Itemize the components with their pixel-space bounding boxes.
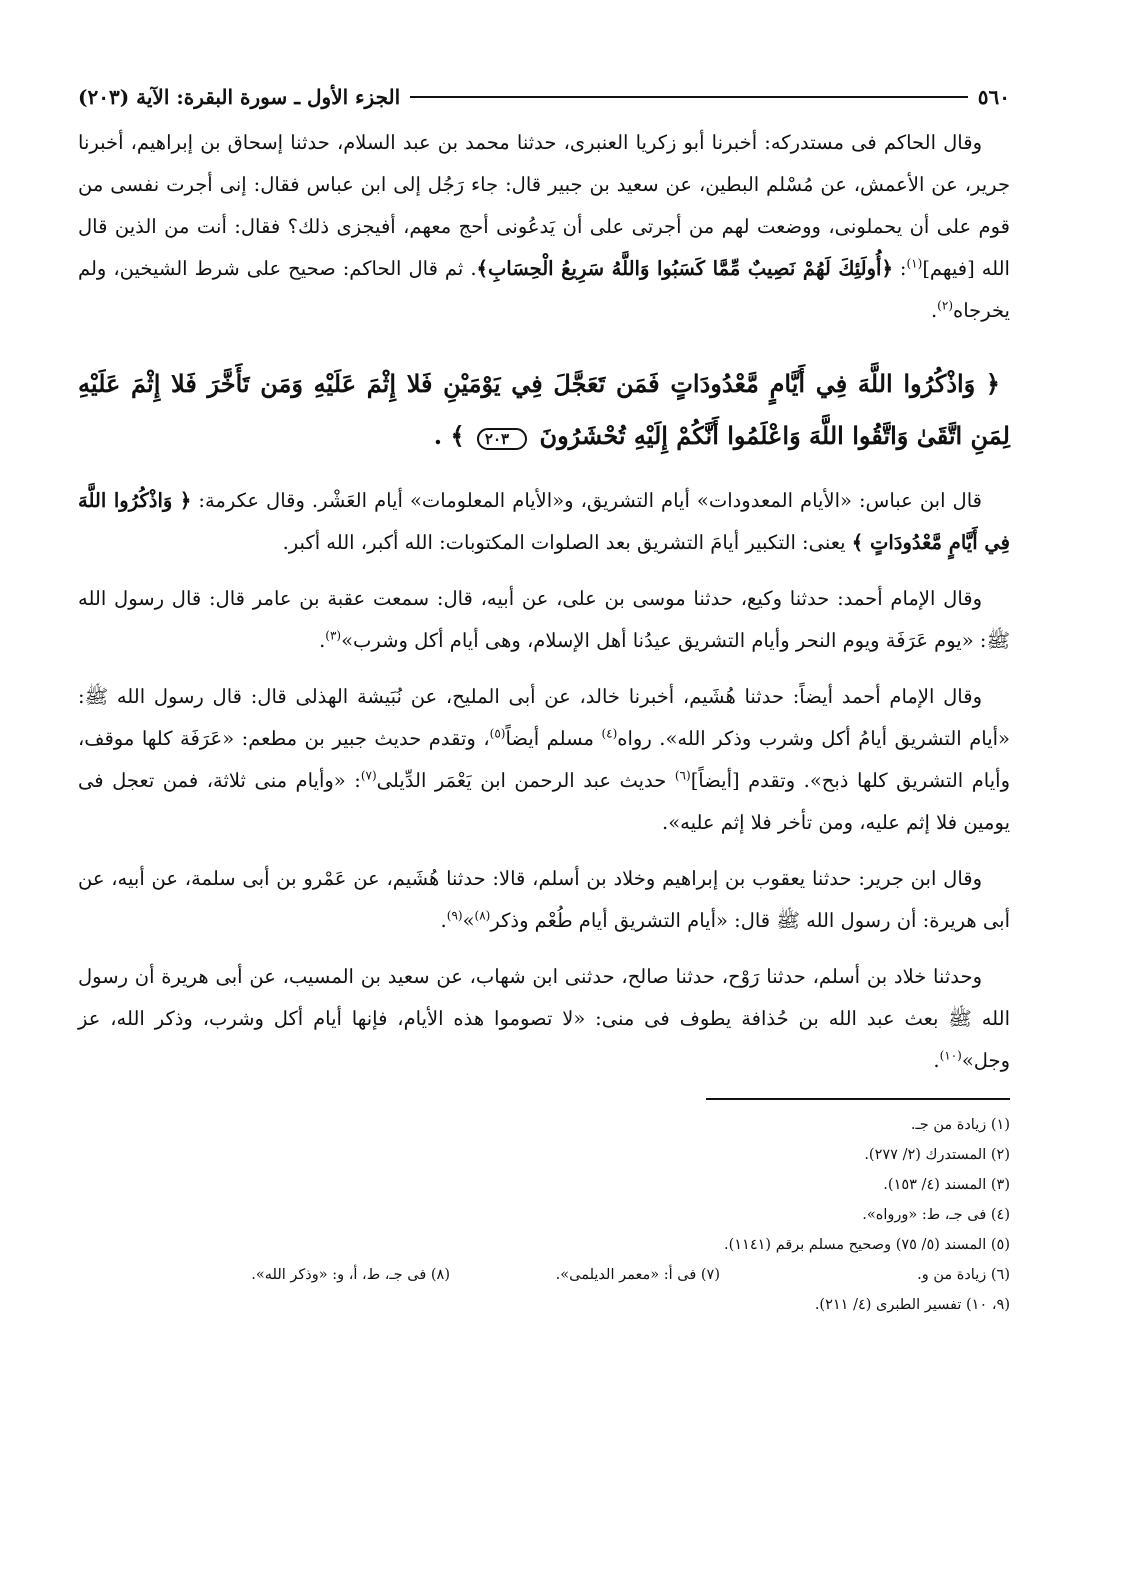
- page-number: ٥٦٠: [977, 85, 1010, 109]
- footnote-2: (٢) المستدرك (٢/ ٢٧٧).: [864, 1147, 1010, 1163]
- quran-quote: ﴿أُولَئِكَ لَهُمْ نَصِيبٌ مِّمَّا كَسَبُوا وَاللَّهُ سَرِيعُ الْحِسَابِ﴾: [476, 257, 893, 280]
- footnote-ref-10[interactable]: (١٠): [939, 1048, 962, 1063]
- footnote-ref-1[interactable]: (١): [906, 256, 923, 271]
- footnote-3: (٣) المسند (٤/ ١٥٣).: [883, 1177, 1010, 1193]
- footnote-separator: [706, 1098, 1010, 1100]
- footnote-5: (٥) المسند (٥/ ٧٥) وصحيح مسلم برقم (١١٤١).: [723, 1237, 1010, 1253]
- verse-text: ﴿ وَاذْكُرُوا اللَّهَ فِي أَيَّامٍ مَّعْدُودَاتٍ فَمَن تَعَجَّلَ فِي يَوْمَيْنِ فَلا إِثْمَ عَلَيْهِ وَمَن تَأَخَّرَ فَلا إِثْمَ عَلَيْهِ لِمَنِ اتَّقَىٰ وَاتَّقُوا اللَّهَ وَاعْلَمُوا أَنَّكُمْ إِلَيْهِ تُحْشَرُونَ: [78, 369, 1010, 450]
- footnote-9-10: (٩، ١٠) تفسير الطبرى (٤/ ٢١١).: [814, 1297, 1010, 1313]
- footnote-ref-3[interactable]: (٣): [325, 628, 342, 643]
- footnotes: [78, 1110, 1010, 1320]
- footnote-8: (٨) فى جـ، ط، أ، و: «وذكر الله».: [251, 1267, 450, 1283]
- header-title: الجزء الأول ـ سورة البقرة: الآية (٢٠٣): [78, 85, 401, 109]
- footnote-row-6-8: [78, 1260, 1010, 1290]
- footnote-ref-4[interactable]: (٤): [601, 726, 618, 741]
- paragraph-khallad: وحدثنا خلاد بن أسلم، حدثنا رَوْح، حدثنا صالح، حدثنى ابن شهاب، عن سعيد بن المسيب، عن أبى هريرة أن رسول الله ﷺ بعث عبد الله بن حُذافة يطوف فى منى: «لا تصوموا هذه الأيام، فإنها أيام أكل وشرب، وذكر الله، عز وجل»$^{(١٠)}$.: [78, 965, 1010, 1072]
- quran-quote: ﴿ وَاذْكُرُوا اللَّهَ فِي أَيَّامٍ مَّعْدُودَاتٍ ﴾: [78, 489, 1010, 554]
- footnote-ref-8[interactable]: (٨): [474, 908, 491, 923]
- paragraph-ahmad-2: وقال الإمام أحمد أيضاً: حدثنا هُشَيم، أخبرنا خالد، عن أبى المليح، عن نُبَيشة الهذلى قال: قال رسول الله ﷺ: «أيام التشريق أيامُ أكل وشرب وذكر الله». رواه$^{(٤)}$ مسلم أيضاً$^{(٥)}$، وتقدم حديث جبير بن مطعم: «عَرَفَة كلها موقف، وأيام التشريق كلها ذبح». وتقدم [أيضاً]$^{(٦)}$ حديث عبد الرحمن ابن يَعْمَر الدِّيلى$^{(٧)}$: «وأيام منى ثلاثة، فمن تعجل فى يومين فلا إثم عليه، ومن تأخر فلا إثم عليه».: [78, 685, 1010, 834]
- footnote-ref-5[interactable]: (٥): [489, 726, 506, 741]
- paragraph-ibn-jarir: وقال ابن جرير: حدثنا يعقوب بن إبراهيم وخلاد بن أسلم، قالا: حدثنا هُشَيم، عن عَمْرو بن أبى سلمة، عن أبيه، عن أبى هريرة: أن رسول الله ﷺ قال: «أيام التشريق أيام طُعْم وذكر$^{(٨)}$»$^{(٩)}$.: [78, 867, 1010, 932]
- footnote-4: (٤) فى جـ، ط: «ورواه».: [862, 1207, 1010, 1223]
- page: [78, 80, 1010, 1320]
- footnote-ref-6[interactable]: (٦): [674, 768, 691, 783]
- header-rule: [410, 96, 968, 98]
- footnote-ref-2[interactable]: (٢): [937, 298, 953, 313]
- footnote-6: (٦) زيادة من و.: [917, 1267, 1010, 1283]
- verse-number-badge: ٢٠٣: [477, 428, 527, 450]
- footnote-ref-7[interactable]: (٧): [360, 768, 377, 783]
- paragraph-ahmad-1: وقال الإمام أحمد: حدثنا وكيع، حدثنا موسى بن على، عن أبيه، قال: سمعت عقبة بن عامر قال: قال رسول الله ﷺ: «يوم عَرَفَة ويوم النحر وأيام التشريق عيدُنا أهل الإسلام، وهى أيام أكل وشرب»$^{(٣)}$.: [78, 587, 1010, 652]
- paragraph-hakim: وقال الحاكم فى مستدركه: أخبرنا أبو زكريا العنبرى، حدثنا محمد بن عبد السلام، حدثنا إسحاق بن إبراهيم، أخبرنا جرير، عن الأعمش، عن مُسْلم البطين، عن سعيد بن جبير قال: جاء رَجُل إلى ابن عباس فقال: إنى أجرت نفسى من قوم على أن يحملونى، ووضعت لهم من أجرتى على أن يَدعُونى أحج معهم، أفيجزى ذلك؟ فقال: أنت من الذين قال الله [فيهم]$^{(١)}$: ﴿أُولَئِكَ لَهُمْ نَصِيبٌ مِّمَّا كَسَبُوا وَاللَّهُ سَرِيعُ الْحِسَابِ﴾. ثم قال الحاكم: صحيح على شرط الشيخين، ولم يخرجاه$^{(٢)}$.: [78, 131, 1010, 322]
- footnote-7: (٧) فى أ: «معمر الديلمى».: [555, 1267, 720, 1283]
- paragraph-ibn-abbas: قال ابن عباس: «الأيام المعدودات» أيام التشريق، و«الأيام المعلومات» أيام العَشْر. وقال عكرمة: ﴿ وَاذْكُرُوا اللَّهَ فِي أَيَّامٍ مَّعْدُودَاتٍ ﴾ يعنى: التكبير أيامَ التشريق بعد الصلوات المكتوبات: الله أكبر، الله أكبر.: [78, 489, 1010, 554]
- footnote-1: (١) زيادة من جـ.: [910, 1117, 1010, 1133]
- running-header: [78, 80, 1010, 114]
- footnote-ref-9[interactable]: (٩): [446, 908, 463, 923]
- verse-203: ﴿ وَاذْكُرُوا اللَّهَ فِي أَيَّامٍ مَّعْدُودَاتٍ فَمَن تَعَجَّلَ فِي يَوْمَيْنِ فَلا إِثْمَ عَلَيْهِ وَمَن تَأَخَّرَ فَلا إِثْمَ عَلَيْهِ لِمَنِ اتَّقَىٰ وَاتَّقُوا اللَّهَ وَاعْلَمُوا أَنَّكُمْ إِلَيْهِ تُحْشَرُونَ ٢٠٣ ﴾ .: [78, 369, 1010, 450]
